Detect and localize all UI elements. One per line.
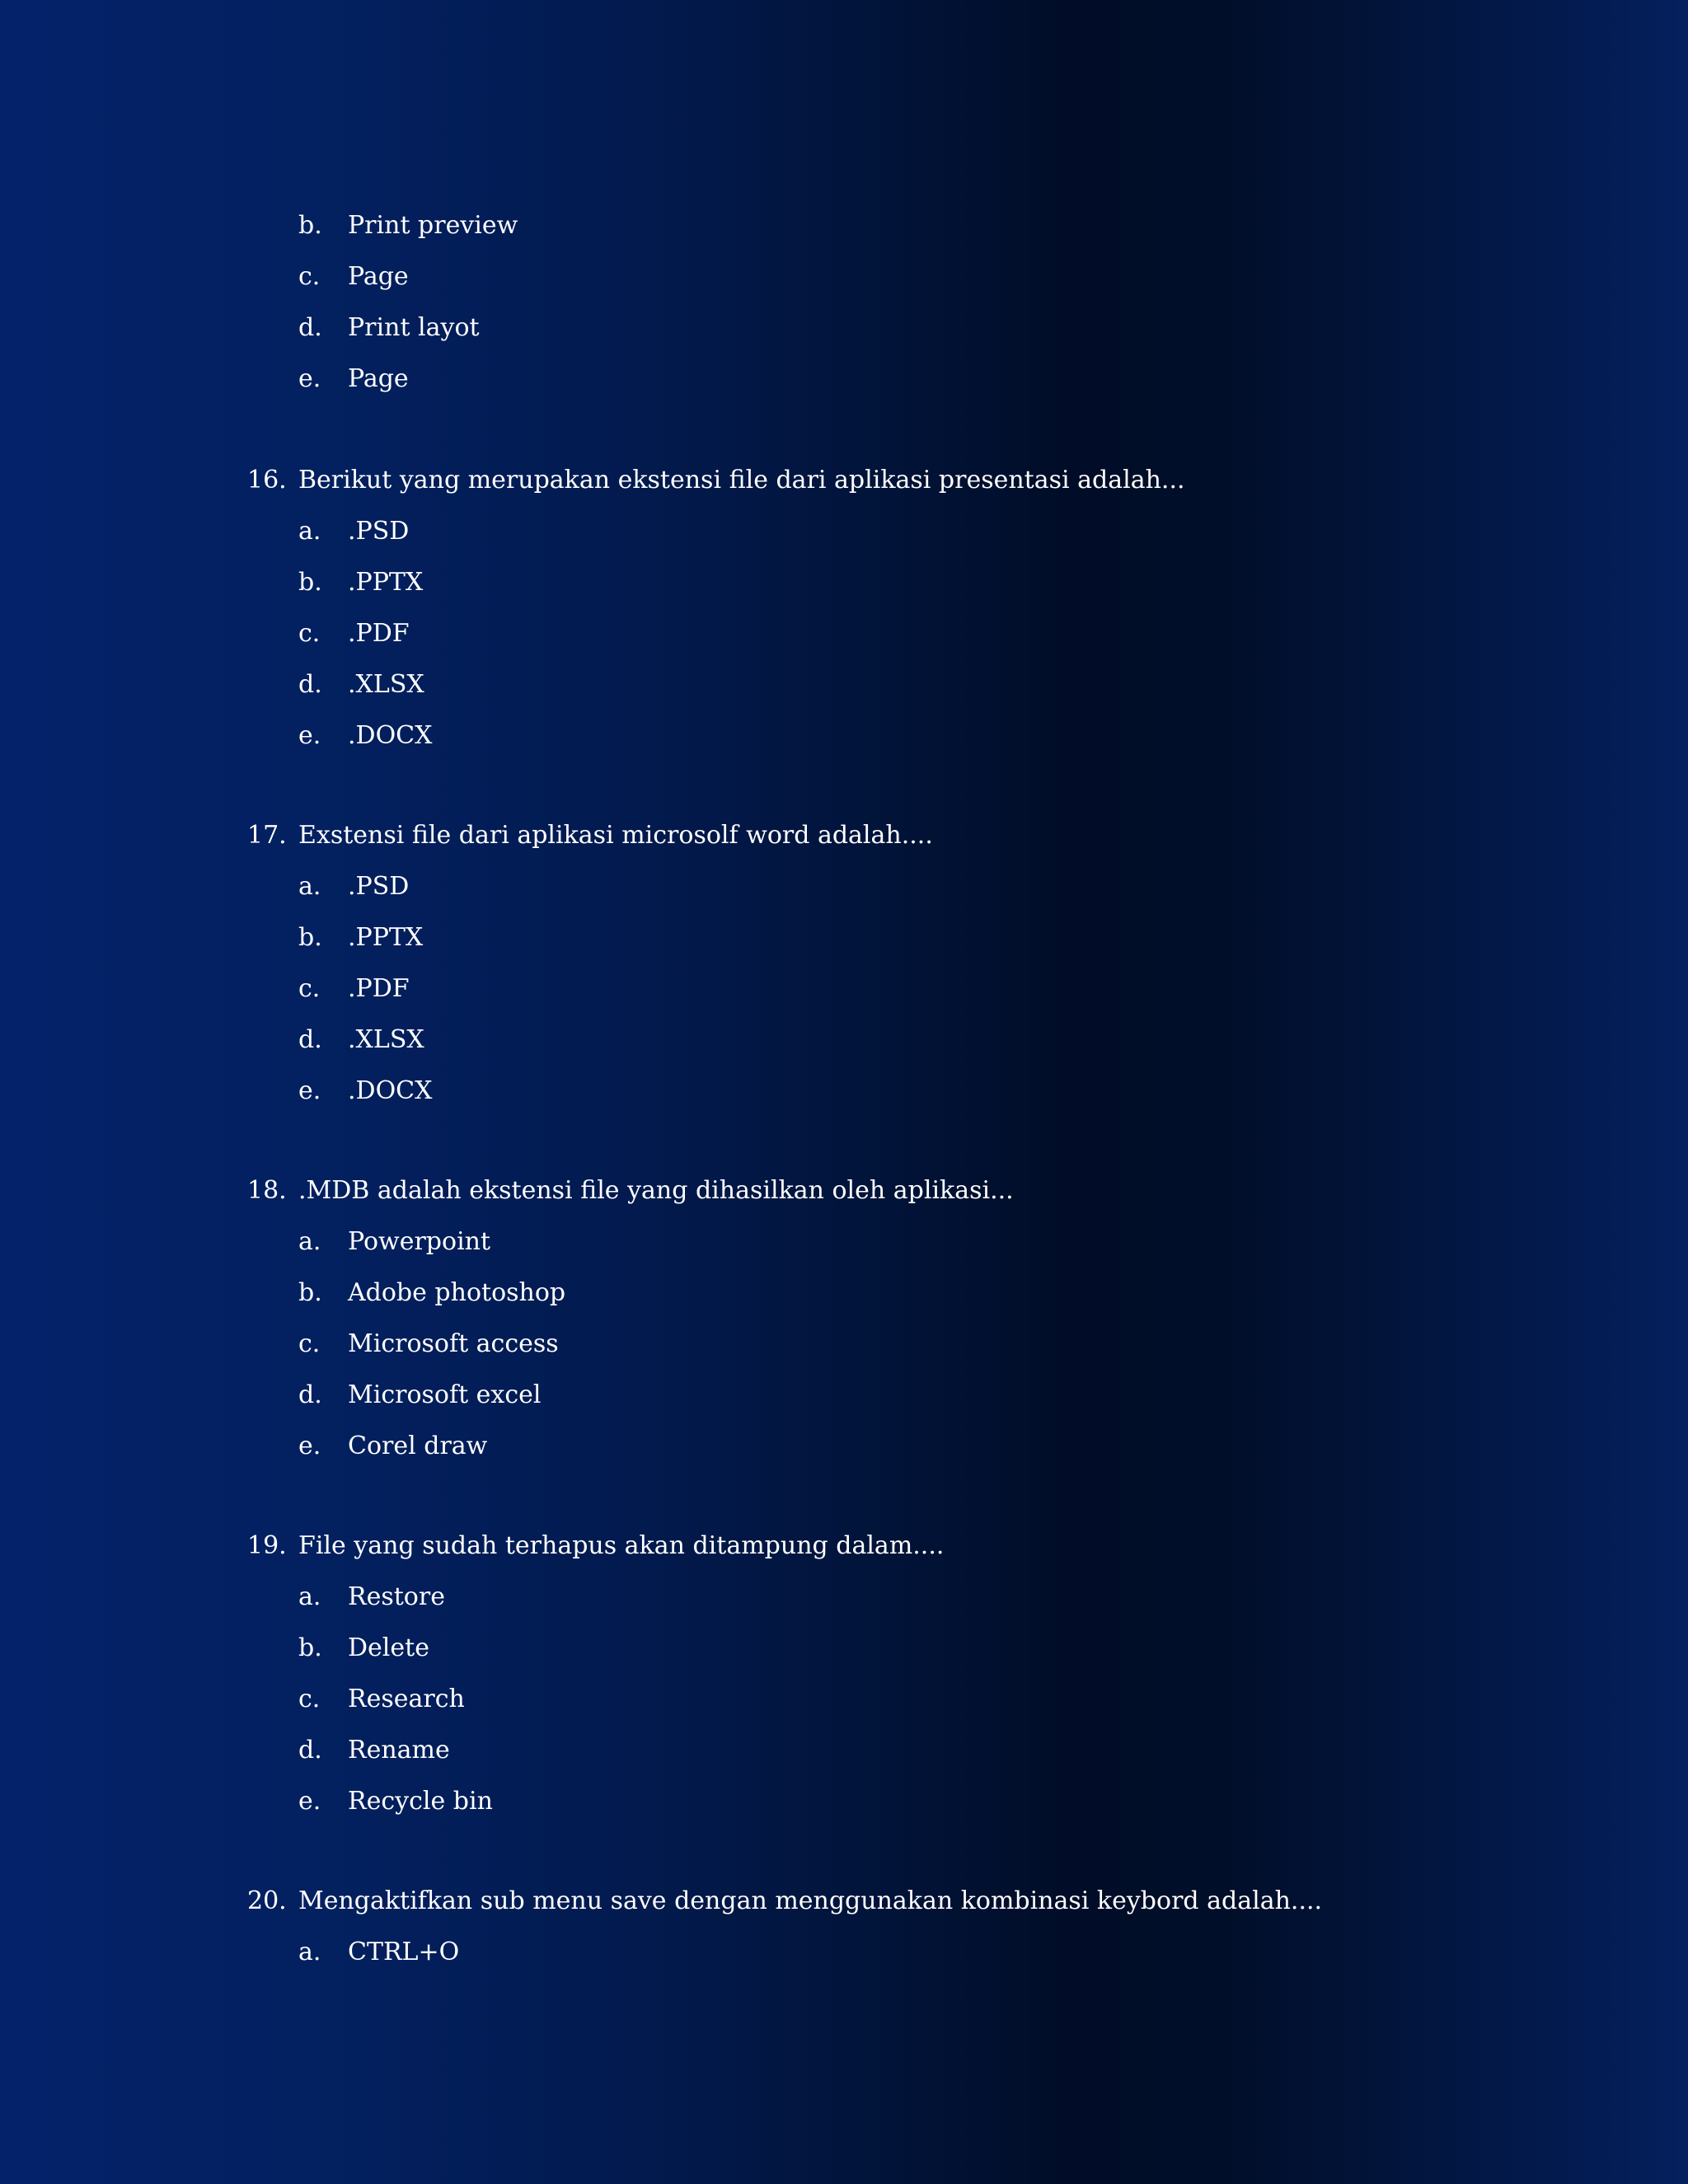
option-text: Rename	[348, 1736, 450, 1765]
option-letter: d.	[298, 670, 322, 699]
question-text: Mengaktifkan sub menu save dengan menggunakan kombinasi keybord adalah....	[298, 1886, 1323, 1915]
option-letter: a.	[298, 872, 321, 901]
option-text: .XLSX	[348, 670, 424, 699]
option-text: Page	[348, 364, 409, 393]
option-text: CTRL+O	[348, 1938, 460, 1966]
option-row	[0, 710, 1688, 762]
option-letter: d.	[298, 1380, 322, 1409]
option-letter: c.	[298, 974, 321, 1003]
option-text: .PSD	[348, 872, 410, 901]
option-text: .PPTX	[348, 568, 424, 597]
question-row	[0, 1165, 1688, 1216]
option-row	[0, 1776, 1688, 1827]
option-text: .DOCX	[348, 1076, 433, 1105]
option-row	[0, 1572, 1688, 1623]
option-text: Research	[348, 1685, 465, 1713]
option-row	[0, 861, 1688, 912]
option-letter: a.	[298, 1582, 321, 1611]
option-text: .PPTX	[348, 923, 424, 952]
question-20	[0, 1876, 1688, 1978]
option-row	[0, 1268, 1688, 1319]
option-letter: b.	[298, 211, 322, 240]
option-row	[0, 1927, 1688, 1978]
option-row	[0, 1623, 1688, 1674]
option-letter: e.	[298, 364, 321, 393]
option-text: .PSD	[348, 517, 410, 546]
option-text: Microsoft access	[348, 1329, 559, 1358]
option-letter: e.	[298, 1432, 321, 1460]
option-row	[0, 659, 1688, 710]
option-row	[0, 912, 1688, 963]
option-row	[0, 557, 1688, 608]
option-letter: b.	[298, 1633, 322, 1662]
option-letter: d.	[298, 313, 322, 342]
option-text: Print layot	[348, 313, 480, 342]
option-text: Powerpoint	[348, 1227, 491, 1256]
option-row	[0, 1370, 1688, 1421]
option-text: Recycle bin	[348, 1787, 493, 1816]
question-17	[0, 810, 1688, 1117]
option-letter: d.	[298, 1025, 322, 1054]
question-number: 20.	[247, 1886, 287, 1915]
question-row	[0, 1521, 1688, 1572]
question-number: 19.	[247, 1531, 287, 1560]
continuation-options	[0, 200, 1688, 405]
question-16	[0, 455, 1688, 762]
option-text: Corel draw	[348, 1432, 488, 1460]
option-row	[0, 608, 1688, 659]
question-number: 18.	[247, 1176, 287, 1205]
option-letter: b.	[298, 1278, 322, 1307]
option-letter: c.	[298, 619, 321, 648]
option-letter: e.	[298, 1076, 321, 1105]
option-letter: c.	[298, 1329, 321, 1358]
option-row	[0, 1066, 1688, 1117]
option-text: .PDF	[348, 619, 410, 648]
option-row	[0, 251, 1688, 302]
question-18	[0, 1165, 1688, 1472]
option-text: Microsoft excel	[348, 1380, 542, 1409]
option-letter: a.	[298, 1938, 321, 1966]
question-19	[0, 1521, 1688, 1827]
option-text: Delete	[348, 1633, 429, 1662]
option-row	[0, 963, 1688, 1015]
option-letter: d.	[298, 1736, 322, 1765]
option-letter: a.	[298, 517, 321, 546]
option-text: .PDF	[348, 974, 410, 1003]
option-letter: a.	[298, 1227, 321, 1256]
question-row	[0, 1876, 1688, 1927]
option-text: Restore	[348, 1582, 445, 1611]
option-row	[0, 1015, 1688, 1066]
option-letter: b.	[298, 923, 322, 952]
question-text: Exstensi file dari aplikasi microsolf word adalah....	[298, 821, 933, 850]
option-letter: e.	[298, 721, 321, 750]
option-row	[0, 1674, 1688, 1725]
option-text: Print preview	[348, 211, 518, 240]
option-text: Adobe photoshop	[348, 1278, 566, 1307]
option-row	[0, 506, 1688, 557]
option-letter: b.	[298, 568, 322, 597]
question-row	[0, 455, 1688, 506]
option-text: .XLSX	[348, 1025, 424, 1054]
question-text: Berikut yang merupakan ekstensi file dari aplikasi presentasi adalah...	[298, 466, 1185, 494]
option-row	[0, 354, 1688, 405]
option-text: Page	[348, 262, 409, 291]
option-text: .DOCX	[348, 721, 433, 750]
question-text: .MDB adalah ekstensi file yang dihasilkan oleh aplikasi...	[298, 1176, 1014, 1205]
question-number: 16.	[247, 466, 287, 494]
option-row	[0, 302, 1688, 354]
option-letter: c.	[298, 1685, 321, 1713]
question-row	[0, 810, 1688, 861]
option-row	[0, 1216, 1688, 1268]
option-row	[0, 1421, 1688, 1472]
question-number: 17.	[247, 821, 287, 850]
question-text: File yang sudah terhapus akan ditampung dalam....	[298, 1531, 945, 1560]
option-letter: c.	[298, 262, 321, 291]
option-letter: e.	[298, 1787, 321, 1816]
option-row	[0, 200, 1688, 251]
option-row	[0, 1725, 1688, 1776]
option-row	[0, 1319, 1688, 1370]
